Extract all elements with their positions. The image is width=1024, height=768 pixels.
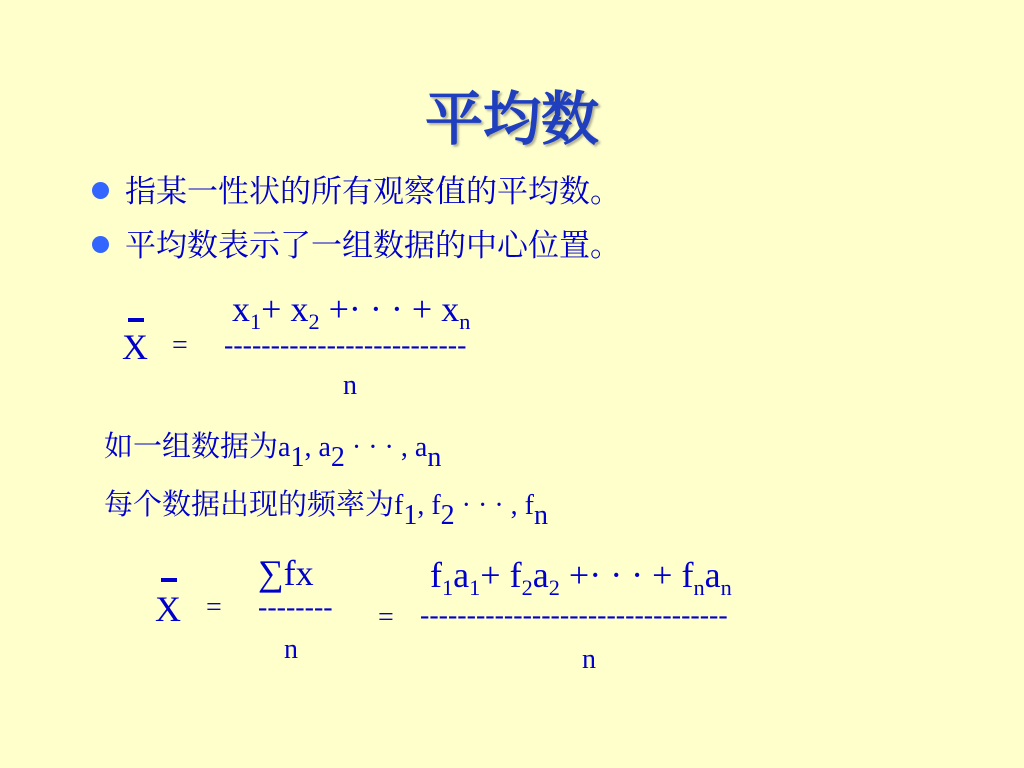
equals-sign-2: = (378, 602, 394, 633)
overbar (161, 578, 177, 582)
frequency-definition-line: 每个数据出现的频率为$f_1$, $f_2$ · · · , $f_n$ (104, 487, 548, 531)
weighted-numerator: $f_1a_1+ f_2a_2$ +· · · + $f_na_n$ (430, 555, 732, 600)
overbar (128, 318, 144, 322)
bullet-dot-icon (92, 236, 109, 253)
sum-numerator: ∑fx (258, 553, 314, 593)
data-definition-line: 如一组数据为$a_1$, $a_2$ · · · , $a_n$ (104, 429, 442, 473)
sum-denominator: n (284, 634, 298, 665)
bullet-dot-icon (92, 182, 109, 199)
bullet-item (92, 166, 621, 211)
x-bar-symbol: X (122, 327, 148, 367)
weighted-denominator: n (582, 644, 596, 675)
fraction-line: -------------------------- (224, 330, 467, 361)
formula-numerator: $x_1+ x_2$ +· · · + $x_n$ (232, 289, 471, 334)
formula-denominator: n (343, 370, 357, 401)
sum-fraction-line: -------- (258, 592, 333, 623)
weighted-fraction-line: --------------------------------- (420, 600, 728, 631)
bullet-text: 指某一性状的所有观察值的平均数。 (125, 174, 621, 210)
x-bar-symbol: X (155, 589, 181, 629)
bullet-text: 平均数表示了一组数据的中心位置。 (125, 228, 621, 264)
equals-sign: = (172, 330, 188, 361)
page-title: 平均数 (424, 85, 599, 153)
equals-sign: = (206, 592, 222, 623)
bullet-item (92, 220, 621, 265)
